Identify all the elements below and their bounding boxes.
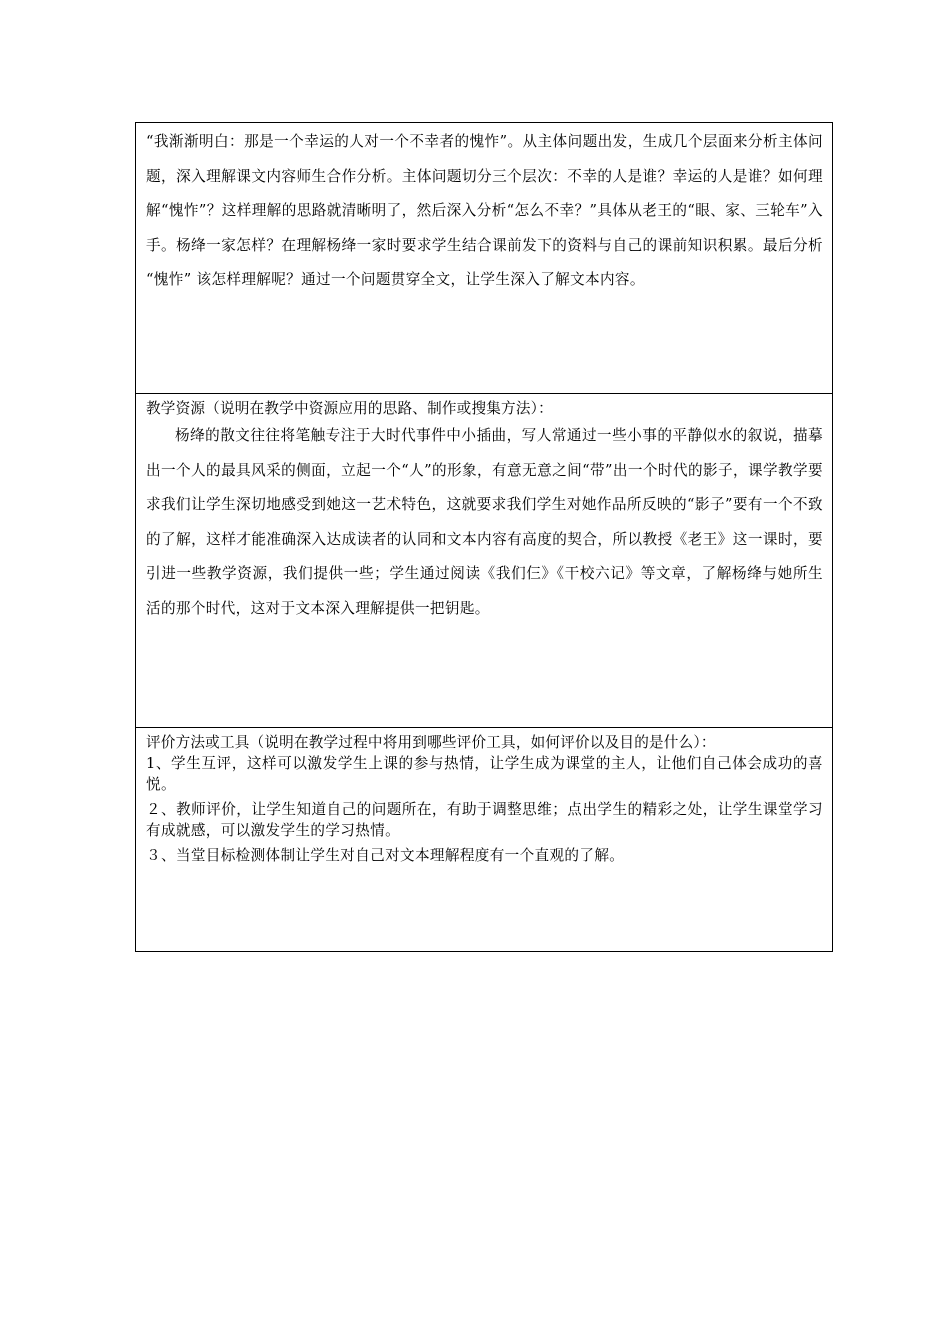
evaluation-item: ２、教师评价，让学生知道自己的问题所在，有助于调整思维；点出学生的精彩之处，让学生课堂学习有成就感，可以激发学生的学习热情。 bbox=[146, 801, 823, 839]
teaching-resources-cell bbox=[136, 393, 832, 727]
analysis-cell bbox=[136, 123, 832, 393]
evaluation-methods-cell bbox=[136, 727, 832, 951]
analysis-paragraph: “我渐渐明白：那是一个幸运的人对一个不幸者的愧怍”。从主体问题出发，生成几个层面来分析主体问题，深入理解课文内容师生合作分析。主体问题切分三个层次：不幸的人是谁？幸运的人是谁？如何理解“愧怍”？这样理解的思路就清晰明了，然后深入分析“怎么不幸？”具体从老王的“眼、家、三轮车”入手。杨绛一家怎样？在理解杨绛一家时要求学生结合课前发下的资料与自己的课前知识积累。最后分析 “愧怍” 该怎样理解呢？通过一个问题贯穿全文，让学生深入了解文本内容。 bbox=[146, 133, 823, 288]
lesson-plan-table bbox=[135, 122, 833, 952]
evaluation-item: ３、当堂目标检测体制让学生对自己对文本理解程度有一个直观的了解。 bbox=[146, 847, 625, 864]
teaching-resources-heading: 教学资源（说明在教学中资源应用的思路、制作或搜集方法）： bbox=[146, 400, 553, 417]
evaluation-methods-heading: 评价方法或工具（说明在教学过程中将用到哪些评价工具，如何评价以及目的是什么）： bbox=[146, 734, 716, 751]
teaching-resources-paragraph: 杨绛的散文往往将笔触专注于大时代事件中小插曲，写人常通过一些小事的平静似水的叙说，描摹出一个人的最具风采的侧面，立起一个“人”的形象，有意无意之间“带”出一个时代的影子，课学教学要求我们让学生深切地感受到她这一艺术特色，这就要求我们学生对她作品所反映的“影子”要有一个不致的了解，这样才能准确深入达成读者的认同和文本内容有高度的契合，所以教授《老王》这一课时，要引进一些教学资源，我们提供一些；学生通过阅读《我们仨》《干校六记》等文章，了解杨绛与她所生活的那个时代，这对于文本深入理解提供一把钥匙。 bbox=[146, 427, 823, 617]
evaluation-item: 1、学生互评，这样可以激发学生上课的参与热情，让学生成为课堂的主人，让他们自己体会成功的喜悦。 bbox=[146, 755, 823, 793]
